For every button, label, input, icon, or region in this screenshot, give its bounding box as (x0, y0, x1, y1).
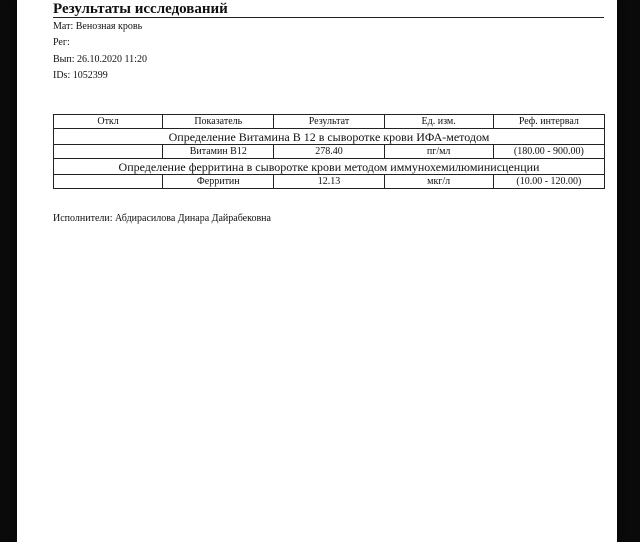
cell-deviation (54, 145, 163, 159)
report-page (17, 0, 617, 542)
material-label: Мат: (53, 21, 74, 32)
header-unit: Ед. изм. (384, 115, 493, 129)
cell-result: 12.13 (274, 175, 384, 189)
table-header-row (54, 115, 605, 129)
cell-reference: (180.00 - 900.00) (493, 145, 604, 159)
cell-result: 278.40 (274, 145, 384, 159)
reg-label: Рег: (53, 37, 70, 48)
material-line (53, 21, 142, 33)
performers-label: Исполнители: (53, 213, 113, 224)
issued-line (53, 54, 147, 66)
issued-value: 26.10.2020 11:20 (77, 54, 147, 65)
performers-value: Абдирасилова Динара Дайрабековна (115, 213, 271, 224)
performers-line (53, 213, 271, 225)
section-title-row (54, 159, 605, 175)
header-deviation: Откл (54, 115, 163, 129)
cell-unit: мкг/л (384, 175, 493, 189)
cell-reference: (10.00 - 120.00) (493, 175, 604, 189)
title-divider (53, 17, 604, 18)
table-row (54, 175, 605, 189)
header-result: Результат (274, 115, 384, 129)
table-row (54, 145, 605, 159)
ids-line (53, 70, 108, 82)
header-indicator: Показатель (163, 115, 274, 129)
header-reference: Реф. интервал (493, 115, 604, 129)
ids-label: IDs: (53, 70, 71, 81)
cell-unit: пг/мл (384, 145, 493, 159)
cell-indicator: Витамин В12 (163, 145, 274, 159)
results-table (53, 114, 605, 189)
issued-label: Вып: (53, 54, 75, 65)
material-value: Венозная кровь (75, 21, 143, 32)
section-title-row (54, 129, 605, 145)
page-title: Результаты исследований (53, 1, 228, 17)
section-title-ferritin: Определение ферритина в сыворотке крови методом иммунохемилюминисценции (54, 159, 605, 175)
reg-line (53, 37, 70, 49)
ids-value: 1052399 (72, 70, 108, 81)
section-title-vitamin-b12: Определение Витамина В 12 в сыворотке крови ИФА-методом (54, 129, 605, 145)
cell-indicator: Ферритин (163, 175, 274, 189)
cell-deviation (54, 175, 163, 189)
